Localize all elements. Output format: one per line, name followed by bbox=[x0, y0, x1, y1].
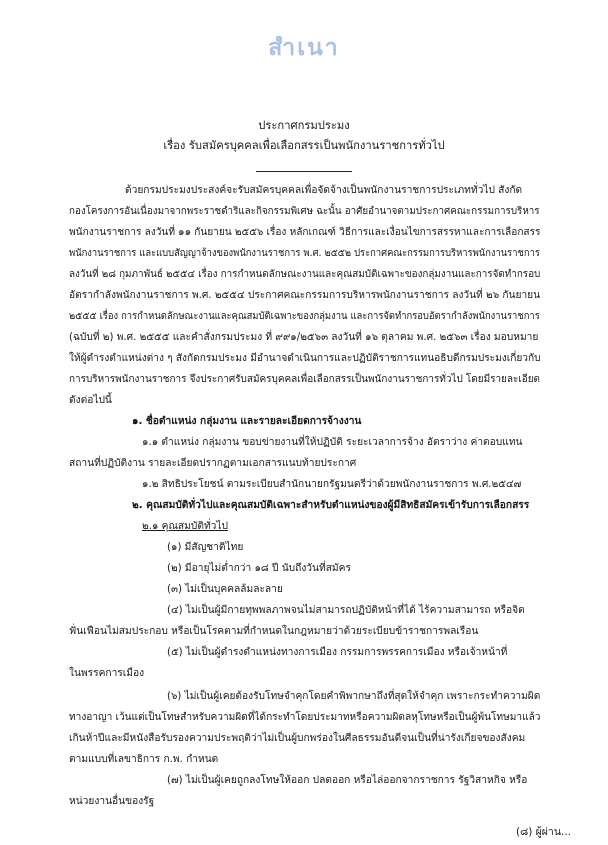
body-line: ทางอาญา เว้นแต่เป็นโทษสำหรับความผิดที่ได้กระทำโดยประมาทหรือความผิดลหุโทษหรือเป็นผู้พ้นโทษมาแล้ว bbox=[69, 712, 541, 723]
body-line: เกินห้าปีและมีหนังสือรับรองความประพฤติว่าไม่เป็นผู้บกพร่องในศีลธรรมอันดีจนเป็นที่น่ารังเกียจของสังคม bbox=[69, 733, 526, 744]
section-heading-2: ๒. คุณสมบัติทั่วไปและคุณสมบัติเฉพาะสำหรับตำแหน่งของผู้มีสิทธิสมัครเข้ารับการเลือกสรร bbox=[132, 500, 530, 511]
body-line: ฟั่นเฟือนไม่สมประกอบ หรือเป็นโรคตามที่กำหนดในกฎหมายว่าด้วยระเบียบข้าราชการพลเรือน bbox=[69, 626, 479, 637]
list-item: (๓) ไม่เป็นบุคคลล้มละลาย bbox=[167, 584, 283, 595]
body-line: (ฉบับที่ ๒) พ.ศ. ๒๕๕๕ และคำสั่งกรมประมง ที่ ๙๙๑/๒๕๖๓ ลงวันที่ ๑๖ ตุลาคม พ.ศ. ๒๕๖๓ เรื่อง มอบหมาย bbox=[69, 332, 539, 343]
body-line: อัตรากำลังพนักงานราชการ พ.ศ. ๒๕๕๔ ประกาศคณะกรรมการบริหารพนักงานราชการ ลงวันที่ ๒๖ กันยายน bbox=[69, 290, 541, 301]
copy-stamp: สำเนา bbox=[268, 35, 340, 61]
body-line: พนักงานราชการ ลงวันที่ ๑๑ กันยายน ๒๕๕๖ เรื่อง หลักเกณฑ์ วิธีการและเงื่อนไขการสรรหาและการเลือกสรร bbox=[69, 227, 541, 238]
body-line: สถานที่ปฏิบัติงาน รายละเอียดปรากฏตามเอกสารแนบท้ายประกาศ bbox=[69, 458, 357, 469]
continuation-marker: (๘) ผู้ผ่าน... bbox=[516, 826, 572, 838]
body-line: กองโครงการอันเนื่องมาจากพระราชดำริและกิจกรรมพิเศษ ฉะนั้น อาศัยอำนาจตามประกาศคณะกรรมการบริหาร bbox=[69, 206, 540, 217]
body-line: ในพรรคการเมือง bbox=[69, 668, 145, 679]
body-line: พนักงานราชการ และแบบสัญญาจ้างของพนักงานราชการ พ.ศ. ๒๕๕๒ ประกาศคณะกรรมการบริหารพนักงานราชการ bbox=[69, 248, 540, 259]
list-item: (๗) ไม่เป็นผู้เคยถูกลงโทษให้ออก ปลดออก หรือไล่ออกจากราชการ รัฐวิสาหกิจ หรือ bbox=[167, 775, 528, 786]
body-line: ดังต่อไปนี้ bbox=[69, 395, 112, 406]
subsection-heading: ๒.๑ คุณสมบัติทั่วไป bbox=[142, 521, 228, 532]
body-line: ลงวันที่ ๒๘ กุมภาพันธ์ ๒๕๕๔ เรื่อง การกำหนดลักษณะงานและคุณสมบัติเฉพาะของกลุ่มงานและการจัดทำกรอบ bbox=[69, 269, 541, 280]
list-item: (๖) ไม่เป็นผู้เคยต้องรับโทษจำคุกโดยคำพิพากษาถึงที่สุดให้จำคุก เพราะกระทำความผิด bbox=[167, 691, 541, 702]
body-line: การบริหารพนักงานราชการ จึงประกาศรับสมัครบุคคลเพื่อเลือกสรรเป็นพนักงานราชการทั่วไป โดยมีรายละเอียด bbox=[69, 374, 541, 385]
body-line: ให้ผู้ดำรงตำแหน่งต่าง ๆ สังกัดกรมประมง มีอำนาจดำเนินการและปฏิบัติราชการแทนอธิบดีกรมประมงเกี่ยวกับ bbox=[69, 353, 541, 364]
body-line: ๑.๒ สิทธิประโยชน์ ตามระเบียบสำนักนายกรัฐมนตรีว่าด้วยพนักงานราชการ พ.ศ.๒๕๔๗ bbox=[142, 479, 522, 490]
divider bbox=[256, 171, 352, 172]
list-item: (๑) มีสัญชาติไทย bbox=[167, 542, 244, 553]
list-item: (๒) มีอายุไม่ต่ำกว่า ๑๘ ปี นับถึงวันที่สมัคร bbox=[167, 563, 351, 574]
list-item: (๔) ไม่เป็นผู้มีกายทุพพลภาพจนไม่สามารถปฏิบัติหน้าที่ได้ ไร้ความสามารถ หรือจิต bbox=[167, 605, 525, 616]
body-line: ๒๕๕๕ เรื่อง การกำหนดลักษณะงานและคุณสมบัติเฉพาะของกลุ่มงาน และการจัดทำกรอบอัตรากำลังพนักงานราชการ bbox=[69, 311, 540, 322]
body-line: ตามแบบที่เลขาธิการ ก.พ. กำหนด bbox=[69, 754, 219, 765]
list-item: (๕) ไม่เป็นผู้ดำรงตำแหน่งทางการเมือง กรรมการพรรคการเมือง หรือเจ้าหน้าที่ bbox=[167, 647, 508, 658]
body-line: หน่วยงานอื่นของรัฐ bbox=[69, 796, 155, 807]
announcement-title: ประกาศกรมประมง bbox=[258, 119, 350, 132]
section-heading-1: ๑. ชื่อตำแหน่ง กลุ่มงาน และรายละเอียดการจ้างงาน bbox=[132, 416, 362, 427]
body-line: ด้วยกรมประมงประสงค์จะรับสมัครบุคคลเพื่อจัดจ้างเป็นพนักงานราชการประเภททั่วไป สังกัด bbox=[125, 185, 523, 196]
body-line: ๑.๑ ตำแหน่ง กลุ่มงาน ขอบข่ายงานที่ให้ปฏิบัติ ระยะเวลาการจ้าง อัตราว่าง ค่าตอบแทน bbox=[142, 437, 523, 448]
announcement-subject: เรื่อง รับสมัครบุคคลเพื่อเลือกสรรเป็นพนักงานราชการทั่วไป bbox=[163, 139, 445, 152]
